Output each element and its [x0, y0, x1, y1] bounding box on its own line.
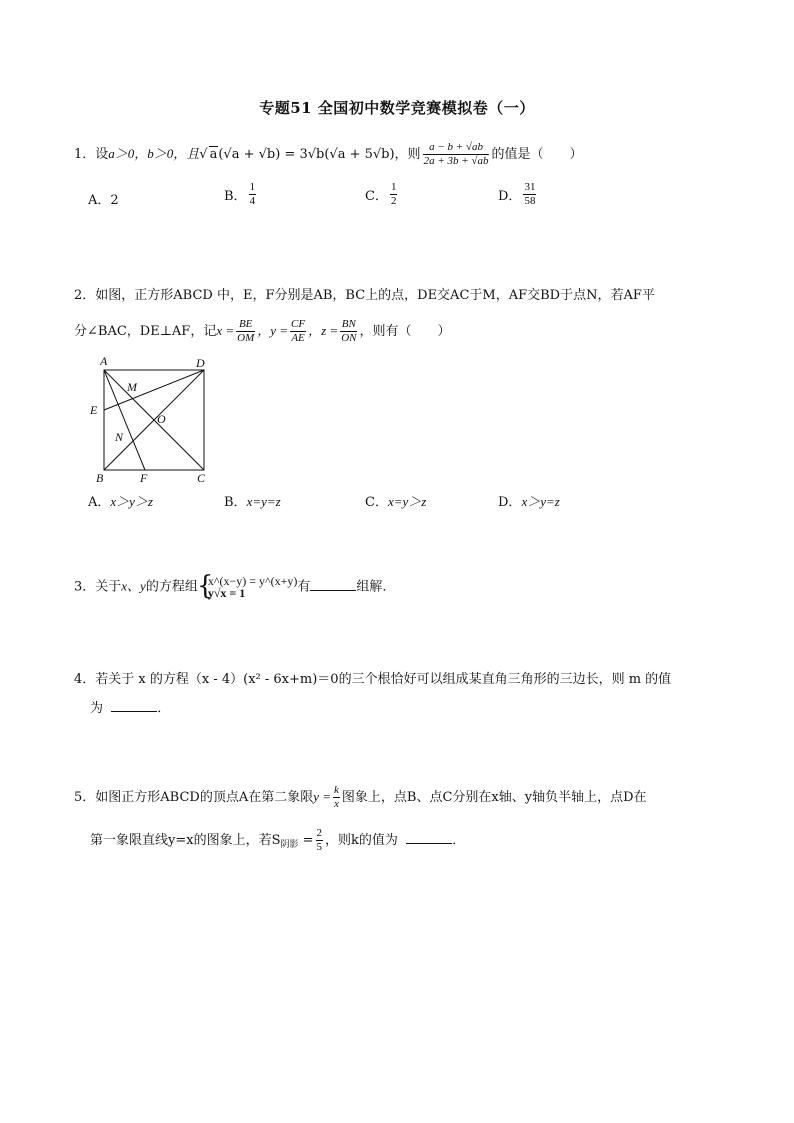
- q3-tail: 有: [297, 579, 311, 595]
- label-a: A: [100, 354, 108, 368]
- question-4: [74, 670, 734, 719]
- q5-line-1-pre: 5．如图正方形ABCD的顶点A在第二象限: [74, 790, 314, 805]
- q1-option-b[interactable]: [224, 181, 258, 208]
- q1-fraction: [423, 141, 490, 168]
- q3-answer-blank[interactable]: [310, 577, 356, 591]
- option-label: A．: [88, 193, 111, 208]
- q3-equation-system: [196, 571, 298, 601]
- question-3: [74, 571, 734, 601]
- q1-tail: 的值是（ ）: [491, 147, 583, 162]
- q2-y-eq: ，y =: [257, 323, 289, 338]
- q3-mid: 的方程组: [145, 579, 198, 595]
- q1-equation: (√a + √b) = 3√b(√a + 5√b): [218, 147, 395, 162]
- option-label: D．: [498, 189, 522, 204]
- label-b: B: [96, 471, 104, 485]
- question-2: [74, 286, 734, 345]
- q2-z-frac: [340, 318, 357, 345]
- q3-pre: 3．关于: [74, 579, 122, 595]
- label-e: E: [90, 403, 98, 417]
- q5-shade-subscript: 阴影: [280, 840, 299, 850]
- q2-option-a[interactable]: [88, 491, 153, 510]
- option-label: C．: [365, 189, 388, 204]
- frac-num: BE: [236, 318, 255, 332]
- q2-x-frac: [236, 318, 255, 345]
- option-label: D．: [498, 495, 522, 510]
- q3-system-line-2: y√x = 1: [207, 586, 246, 600]
- q1-option-c[interactable]: [365, 181, 399, 208]
- label-n: N: [115, 430, 124, 444]
- q2-line-1: 2．如图，正方形ABCD 中，E，F分别是AB，BC上的点，DE交AC于M，AF交BD于点N，若AF平: [74, 288, 655, 303]
- q2-line-2-tail: ，则有（ ）: [359, 324, 451, 339]
- q2-line-2: [74, 318, 734, 345]
- frac-num: k: [334, 784, 339, 796]
- q2-y-frac: [290, 318, 306, 345]
- frac-num: 1: [249, 181, 256, 193]
- question-5: [74, 784, 734, 855]
- option-label: B．: [224, 495, 247, 510]
- q5-line-1: [74, 784, 734, 811]
- frac-num: CF: [291, 318, 306, 330]
- frac-num: BN: [341, 318, 356, 330]
- option-text: x=y=z: [246, 494, 281, 509]
- brace-icon: {: [196, 571, 214, 601]
- frac-den: ON: [341, 332, 357, 344]
- label-c: C: [197, 471, 206, 485]
- q1-option-d[interactable]: [498, 181, 538, 208]
- q4-line-2-end: ．: [157, 701, 171, 716]
- q2-option-c[interactable]: [365, 491, 426, 510]
- q4-line-2: [74, 698, 734, 719]
- page-title: 专题51 全国初中数学竞赛模拟卷（一）: [259, 99, 535, 117]
- q3-vars: x、y: [121, 578, 146, 594]
- frac-num: 31: [524, 181, 536, 193]
- option-fraction: [249, 181, 257, 208]
- frac-den: OM: [237, 332, 255, 344]
- q5-fraction: [316, 827, 324, 854]
- q5-func-frac: [333, 784, 340, 811]
- label-d: D: [196, 356, 205, 370]
- q2-square-figure: [84, 352, 220, 486]
- frac-num: 1: [390, 181, 397, 193]
- q4-answer-blank[interactable]: [111, 698, 157, 712]
- option-text: x＞y=z: [521, 494, 560, 509]
- q5-eq: =: [302, 833, 314, 848]
- q5-line-2-mid: ，则k的值为: [325, 833, 398, 848]
- question-1: 1．设a＞0，b＞0，且√ a(√a + √b) = 3√b(√a + 5√b)，则 $\frac{a - b + √ab}{2a + 3b + √ab}$ 的值是（ ）: [74, 141, 583, 167]
- q4-line-2-pre: 为: [90, 701, 104, 716]
- q5-line-2: [74, 827, 734, 855]
- label-f: F: [140, 471, 148, 485]
- label-o: O: [157, 412, 166, 426]
- segment-de: [104, 370, 204, 410]
- option-text: 2: [110, 193, 119, 208]
- option-label: C．: [365, 495, 388, 510]
- q2-options: [88, 491, 688, 525]
- frac-den: 58: [524, 195, 536, 207]
- q1-lead: 1．设: [74, 147, 109, 162]
- q5-line-2-end: ．: [452, 833, 466, 848]
- q1-then: ，则: [394, 147, 421, 162]
- option-text: x=y＞z: [387, 494, 427, 509]
- frac-den: x: [334, 798, 339, 810]
- label-m: M: [127, 380, 137, 394]
- frac-den: AE: [291, 332, 305, 344]
- frac-num: 2: [316, 827, 323, 839]
- frac-den: 5: [316, 841, 323, 853]
- option-label: A．: [88, 495, 111, 510]
- q5-answer-blank[interactable]: [406, 830, 452, 844]
- q2-option-d[interactable]: [498, 491, 560, 510]
- option-fraction: [390, 181, 398, 208]
- q1-options: [88, 181, 688, 215]
- q1-option-a[interactable]: [88, 189, 119, 208]
- q2-z-eq: ，z =: [308, 323, 339, 338]
- frac-den: 4: [249, 195, 256, 207]
- q5-line-1-post: 图象上，点B、点C分别在x轴、y轴负半轴上，点D在: [341, 790, 647, 805]
- q3-end: 组解．: [356, 579, 396, 595]
- q2-option-b[interactable]: [224, 491, 281, 510]
- q1-frac-den: 2a + 3b + √ab: [423, 155, 489, 167]
- frac-den: 2: [390, 195, 397, 207]
- option-label: B．: [224, 189, 247, 204]
- segment-af: [104, 370, 145, 470]
- q1-frac-num: a − b + √ab: [423, 141, 490, 155]
- option-text: x＞y＞z: [110, 494, 153, 509]
- q2-line-2-pre: 分∠BAC，DE⊥AF，记: [74, 324, 217, 339]
- q3-system-line-1: x^(x−y) = y^(x+y): [207, 574, 298, 588]
- q1-condition: a＞0，b＞0，且: [108, 146, 200, 161]
- option-fraction: [523, 181, 536, 208]
- q1-sqrt-a: a: [209, 147, 218, 162]
- q5-line-2-pre: 第一象限直线y=x的图象上，若S: [90, 833, 281, 848]
- q5-func-y: y =: [313, 789, 332, 804]
- q4-line-1: 4．若关于 x 的方程（x - 4）(x² - 6x+m)＝0的三个根恰好可以组成某直角三角形的三边长，则 m 的值: [74, 672, 672, 687]
- q2-x-eq: x =: [216, 323, 235, 338]
